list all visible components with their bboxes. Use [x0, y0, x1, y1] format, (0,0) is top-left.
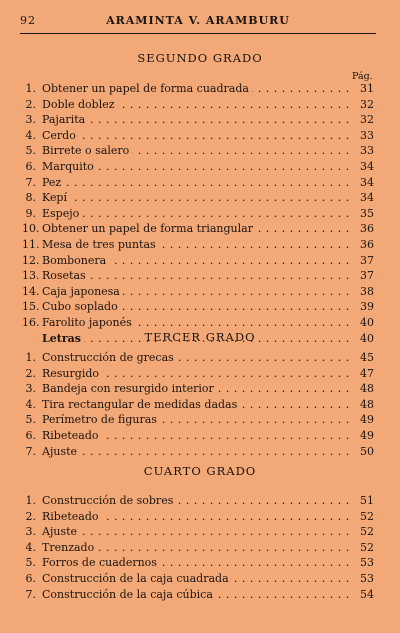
- entry-title: Bandeja con resurgido interior: [42, 382, 217, 395]
- entry-number: 1.: [25, 351, 36, 364]
- entry-title-leader: [42, 445, 352, 459]
- toc-entry: [22, 129, 374, 143]
- toc-entry: [22, 98, 374, 112]
- entry-number: 2.: [25, 97, 36, 111]
- entry-title: Construcción de grecas: [42, 351, 177, 364]
- toc-entry: [22, 429, 374, 443]
- toc-entry: [22, 300, 374, 314]
- toc-entry: [22, 113, 374, 127]
- entry-title-leader: [42, 254, 352, 268]
- entry-number: 3.: [25, 382, 36, 396]
- toc-entry: [22, 238, 374, 252]
- toc-entry: [22, 445, 374, 459]
- entry-number: 6.: [25, 160, 36, 173]
- toc-entry: [22, 525, 374, 539]
- entry-title-leader: [42, 238, 352, 252]
- entry-title: Forros de cuadernos: [42, 556, 160, 569]
- entry-title-leader: [42, 113, 352, 127]
- entry-title-leader: [42, 367, 352, 381]
- toc-entry: [22, 556, 374, 570]
- entry-number: 2.: [25, 509, 36, 523]
- entry-title-leader: [42, 191, 352, 205]
- entry-title: Letras: [42, 332, 84, 345]
- entry-number: 7.: [25, 587, 36, 601]
- entry-number: 13.: [22, 269, 40, 283]
- entry-title-leader: [42, 269, 352, 283]
- entry-title: Bombonera: [42, 254, 109, 267]
- entry-page: 32: [360, 97, 374, 111]
- toc-entry: [22, 269, 374, 283]
- entry-title-leader: [42, 351, 352, 365]
- entry-title: Pez: [42, 176, 64, 189]
- entry-number: 2.: [25, 366, 36, 380]
- entry-page: 48: [360, 382, 374, 396]
- entry-page: 36: [360, 238, 374, 251]
- entry-page: 48: [360, 397, 374, 411]
- entry-title-leader: [42, 494, 352, 508]
- entry-number: 6.: [25, 572, 36, 585]
- toc-entry: [22, 160, 374, 174]
- entry-number: 7.: [25, 444, 36, 458]
- toc-entry: [22, 316, 374, 330]
- entry-number: 3.: [25, 113, 36, 127]
- entry-title-leader: [42, 176, 352, 190]
- entry-number: 1.: [25, 494, 36, 507]
- toc-entry: [22, 541, 374, 555]
- entry-title: Caja japonesa: [42, 285, 123, 298]
- entry-page: 34: [360, 175, 374, 189]
- toc-entry: [22, 191, 374, 205]
- toc-entry: [22, 82, 374, 96]
- section-title: SEGUNDO GRADO: [137, 51, 263, 65]
- entry-title: Ribeteado: [42, 510, 102, 523]
- entry-title-leader: [42, 525, 352, 539]
- entry-page: 38: [360, 284, 374, 298]
- toc-entry: [22, 510, 374, 524]
- toc-entry: [22, 144, 374, 158]
- entry-page: 36: [360, 222, 374, 236]
- pag-label: Pág.: [352, 71, 373, 82]
- entry-title-leader: [42, 285, 352, 299]
- entry-number: 6.: [25, 429, 36, 442]
- entry-title: Cubo soplado: [42, 300, 121, 313]
- entry-page: 47: [360, 366, 374, 380]
- entry-number: 4.: [25, 540, 36, 554]
- entry-title: Tira rectangular de medidas dadas: [42, 398, 240, 411]
- entry-page: 40: [360, 331, 374, 345]
- entry-number: 5.: [25, 556, 36, 570]
- entry-title: Rosetas: [42, 269, 89, 282]
- entry-title-leader: [42, 588, 352, 602]
- entry-page: 51: [360, 494, 374, 507]
- toc-entry: [22, 413, 374, 427]
- entry-page: 52: [360, 509, 374, 523]
- entry-title-leader: [42, 429, 352, 443]
- entry-number: 12.: [22, 253, 40, 267]
- entry-title-leader: [42, 129, 352, 143]
- entry-title-leader: [42, 207, 352, 221]
- entry-page: 34: [360, 191, 374, 205]
- toc-entry: [22, 222, 374, 236]
- entry-title: Obtener un papel de forma cuadrada: [42, 82, 252, 95]
- entry-title: Trenzado: [42, 541, 97, 554]
- entry-title-leader: [42, 82, 352, 96]
- entry-title: Ajuste: [42, 445, 80, 458]
- entry-title-leader: [42, 398, 352, 412]
- entry-page: 34: [360, 160, 374, 173]
- entry-page: 53: [360, 556, 374, 570]
- entry-title-leader: [42, 556, 352, 570]
- entry-title-leader: [42, 300, 352, 314]
- entry-title-leader: [42, 413, 352, 427]
- entry-title-leader: [42, 144, 352, 158]
- entry-title: Resurgido: [42, 367, 102, 380]
- entry-page: 49: [360, 429, 374, 442]
- entry-page: 39: [360, 300, 374, 314]
- entry-title: Pajarita: [42, 113, 88, 126]
- entry-page: 52: [360, 540, 374, 554]
- entry-title: Ribeteado: [42, 429, 102, 442]
- entry-title: Birrete o salero: [42, 144, 132, 157]
- toc-entry: [22, 176, 374, 190]
- toc-entry: [22, 285, 374, 299]
- entry-number: 7.: [25, 175, 36, 189]
- toc-entry: [22, 572, 374, 586]
- toc-entry: [22, 254, 374, 268]
- toc-entry: [22, 382, 374, 396]
- entry-number: 14.: [22, 284, 40, 298]
- page-number: 92: [20, 14, 36, 27]
- section-title: CUARTO GRADO: [143, 464, 257, 478]
- entry-page: 31: [360, 82, 374, 95]
- page-header: [20, 14, 376, 30]
- entry-page: 53: [360, 572, 374, 585]
- entry-title-leader: [42, 316, 352, 330]
- entry-title: Doble doblez: [42, 98, 118, 111]
- entry-number: 5.: [25, 144, 36, 158]
- entry-page: 33: [360, 128, 374, 142]
- entry-number: 16.: [22, 316, 40, 329]
- entry-number: 1.: [25, 82, 36, 95]
- entry-page: 40: [360, 316, 374, 329]
- entry-number: 8.: [25, 191, 36, 205]
- toc-entry: [22, 367, 374, 381]
- entry-title: Perímetro de figuras: [42, 413, 160, 426]
- entry-title-leader: [42, 510, 352, 524]
- entry-title-leader: [42, 572, 352, 586]
- entry-title: Kepí: [42, 191, 70, 204]
- entry-title: Espejo: [42, 207, 82, 220]
- toc-entry: [22, 588, 374, 602]
- entry-title: Marquito: [42, 160, 97, 173]
- toc-entry: [22, 398, 374, 412]
- entry-title-leader: [42, 222, 352, 236]
- entry-number: 15.: [22, 300, 40, 314]
- entry-page: 52: [360, 525, 374, 539]
- entry-number: 4.: [25, 397, 36, 411]
- entry-page: 37: [360, 269, 374, 283]
- entry-page: 45: [360, 351, 374, 364]
- entry-number: 3.: [25, 525, 36, 539]
- entry-title-leader: [42, 160, 352, 174]
- entry-page: 49: [360, 413, 374, 427]
- entry-title: Cerdo: [42, 129, 79, 142]
- entry-number: 11.: [22, 238, 40, 251]
- toc-entry: [22, 494, 374, 508]
- entry-number: 10.: [22, 222, 40, 236]
- entry-title: Obtener un papel de forma triangular: [42, 222, 256, 235]
- entry-number: 5.: [25, 413, 36, 427]
- entry-number: 4.: [25, 128, 36, 142]
- entry-page: 54: [360, 587, 374, 601]
- entry-number: 9.: [25, 206, 36, 220]
- entry-title: Construcción de la caja cuadrada: [42, 572, 232, 585]
- header-rule: [20, 33, 376, 34]
- entry-title: Ajuste: [42, 525, 80, 538]
- entry-title: Construcción de sobres: [42, 494, 176, 507]
- entry-title-leader: [42, 541, 352, 555]
- entry-title-leader: [42, 382, 352, 396]
- entry-page: 37: [360, 253, 374, 267]
- toc-entry: [22, 207, 374, 221]
- entry-page: 33: [360, 144, 374, 158]
- section-title: TERCER GRADO: [144, 330, 256, 344]
- entry-title: Construcción de la caja cúbica: [42, 588, 216, 601]
- entry-title: Mesa de tres puntas: [42, 238, 159, 251]
- entry-title-leader: [42, 98, 352, 112]
- entry-page: 32: [360, 113, 374, 127]
- entry-page: 35: [360, 206, 374, 220]
- entry-title: Farolito japonés: [42, 316, 135, 329]
- toc-entry: [22, 351, 374, 365]
- running-title: ARAMINTA V. ARAMBURU: [106, 14, 290, 27]
- entry-page: 50: [360, 444, 374, 458]
